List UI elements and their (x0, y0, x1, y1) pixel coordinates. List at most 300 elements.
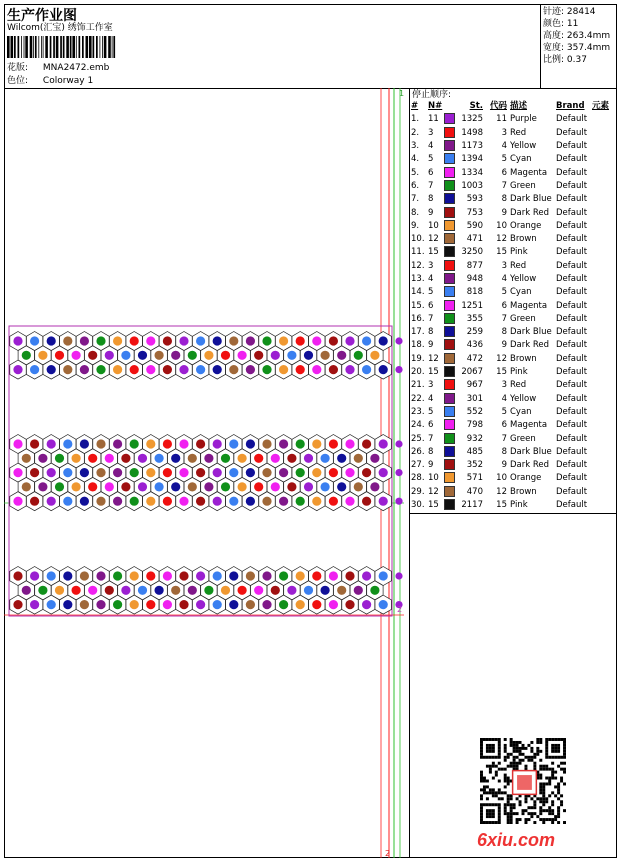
sequin-dot (379, 468, 388, 477)
qr-module (563, 741, 566, 744)
row-code: 3 (501, 260, 507, 271)
row-code: 15 (496, 367, 507, 378)
sequin-dot (179, 468, 188, 477)
barcode-bar (24, 36, 25, 58)
sequin-dot (213, 439, 222, 448)
row-needle: 12 (428, 234, 439, 245)
sequin-dot (72, 586, 81, 595)
sequin-dot (13, 497, 22, 506)
qr-module (533, 762, 536, 765)
sequin-dot (113, 468, 122, 477)
qr-module (498, 747, 501, 750)
row-swatch (444, 459, 455, 472)
sequin-dot (304, 351, 313, 360)
sequin-dot (345, 468, 354, 477)
row-swatch (444, 246, 455, 259)
barcode-bar (30, 36, 33, 58)
sequin-dot (155, 351, 164, 360)
qr-module (539, 818, 542, 821)
sequin-dot (13, 571, 22, 580)
sequin-dot (179, 571, 188, 580)
qr-module (495, 771, 498, 774)
barcode-bar (41, 36, 42, 58)
qr-module (492, 821, 495, 824)
row-stitches: 948 (466, 274, 483, 284)
barcode-bar (100, 36, 101, 58)
qr-module (504, 803, 507, 806)
row-swatch (444, 486, 455, 499)
sequence-row (411, 313, 614, 326)
qr-module (480, 744, 483, 747)
qr-module (483, 791, 486, 794)
qr-module (563, 756, 566, 759)
row-brand: Default (556, 367, 588, 378)
qr-module (563, 753, 566, 756)
sequin-dot (63, 600, 72, 609)
barcode-bar (33, 36, 34, 58)
qr-module (486, 809, 489, 812)
qr-module (527, 818, 530, 821)
sequin-dot (30, 365, 39, 374)
sequin-dot (204, 586, 213, 595)
qr-module (557, 788, 560, 791)
row-stitches: 1251 (461, 300, 483, 311)
qr-module (545, 768, 548, 771)
qr-module (557, 750, 560, 753)
qr-module (480, 794, 483, 797)
sequin-dot (63, 439, 72, 448)
row-index: 26. (411, 446, 425, 457)
qr-module (554, 750, 557, 753)
row-stitches: 1173 (461, 141, 483, 152)
row-code: 9 (501, 207, 507, 218)
row-element (592, 166, 614, 179)
sequin-dot (238, 482, 247, 491)
qr-module (542, 791, 545, 794)
row-code: 8 (501, 446, 507, 457)
sequin-dot (55, 586, 64, 595)
sequin-dot (179, 365, 188, 374)
qr-module (557, 791, 560, 794)
sequin-dot (354, 586, 363, 595)
qr-module (507, 821, 510, 824)
sequence-row (411, 206, 614, 219)
qr-module (533, 753, 536, 756)
qr-module (551, 821, 554, 824)
sequin-dot (196, 571, 205, 580)
qr-module (551, 744, 554, 747)
row-brand: Default (556, 300, 588, 311)
row-element (592, 206, 614, 219)
qr-module (516, 812, 519, 815)
sequin-dot (163, 365, 172, 374)
row-swatch (444, 233, 455, 246)
qr-module (498, 744, 501, 747)
sequin-dot (155, 454, 164, 463)
sequin-dot (171, 482, 180, 491)
qr-module (551, 818, 554, 821)
barcode-bar (43, 36, 44, 58)
sequin-dot (229, 468, 238, 477)
qr-module (539, 806, 542, 809)
qr-module (507, 815, 510, 818)
row-index: 27. (411, 460, 425, 471)
sequence-row (411, 459, 614, 472)
qr-module (524, 800, 527, 803)
sequin-dot (213, 571, 222, 580)
sequence-row (411, 353, 614, 366)
row-description: Purple (510, 114, 537, 125)
row-stitches: 967 (466, 380, 483, 391)
sequin-dot (287, 586, 296, 595)
row-element (592, 393, 614, 406)
row-brand: Default (556, 114, 588, 125)
barcode-bar (86, 36, 89, 58)
qr-module (489, 747, 492, 750)
row-element (592, 353, 614, 366)
row-description: Magenta (510, 420, 548, 431)
sequin-dot (238, 586, 247, 595)
qr-module (530, 750, 533, 753)
sequin-dot (379, 336, 388, 345)
qr-module (530, 806, 533, 809)
color-swatch (444, 286, 455, 297)
row-code: 6 (501, 167, 507, 178)
qr-module (480, 812, 483, 815)
row-element (592, 419, 614, 432)
row-needle: 8 (428, 194, 434, 205)
color-swatch (444, 446, 455, 457)
qr-module (536, 797, 539, 800)
qr-module (533, 806, 536, 809)
sequin-dot (130, 497, 139, 506)
qr-module (551, 756, 554, 759)
sequin-dot (13, 600, 22, 609)
sequin-dot (63, 571, 72, 580)
qr-module (483, 788, 486, 791)
qr-module (519, 818, 522, 821)
qr-module (495, 803, 498, 806)
qr-module (539, 738, 542, 741)
qr-module (524, 809, 527, 812)
row-index: 20. (411, 367, 425, 378)
sequin-dot (55, 351, 64, 360)
sequin-dot (246, 571, 255, 580)
row-brand: Default (556, 207, 588, 218)
sequin-dot (229, 571, 238, 580)
sequin-dot (163, 468, 172, 477)
qr-module (545, 818, 548, 821)
row-swatch (444, 140, 455, 153)
row-description: Dark Blue (510, 194, 552, 205)
sequin-dot (171, 454, 180, 463)
row-brand: Default (556, 380, 588, 391)
sequin-dot (312, 336, 321, 345)
row-code: 6 (501, 420, 507, 431)
qr-module (504, 791, 507, 794)
row-stitches: 1003 (461, 180, 483, 191)
qr-module (551, 791, 554, 794)
barcode-bar (66, 36, 69, 58)
qr-module (542, 782, 545, 785)
qr-module (504, 806, 507, 809)
qr-module (524, 818, 527, 821)
row-code: 9 (501, 460, 507, 471)
qr-module (542, 785, 545, 788)
row-needle: 3 (428, 260, 434, 271)
sequin-dot (279, 497, 288, 506)
qr-module (524, 821, 527, 824)
row-stitches: 552 (466, 406, 483, 417)
row-description: Dark Blue (510, 327, 552, 338)
sequin-dot (113, 439, 122, 448)
sequin-dot (47, 571, 56, 580)
color-swatch (444, 353, 455, 364)
sequin-dot (329, 571, 338, 580)
row-needle: 12 (428, 353, 439, 364)
row-needle: 5 (428, 406, 434, 417)
sequin-dot (163, 600, 172, 609)
row-description: Green (510, 180, 536, 191)
qr-module (498, 741, 501, 744)
sequin-dot (80, 336, 89, 345)
qr-module (504, 768, 507, 771)
sequin-dot (30, 468, 39, 477)
row-needle: 9 (428, 207, 434, 218)
sequence-row (411, 220, 614, 233)
qr-module (498, 803, 501, 806)
sequin-dot (345, 365, 354, 374)
row-index: 24. (411, 420, 425, 431)
qr-module (533, 800, 536, 803)
qr-module (548, 782, 551, 785)
qr-module (519, 753, 522, 756)
colorway-label: 色位: (7, 76, 29, 86)
row-swatch (444, 499, 455, 512)
col-hash: # (411, 101, 419, 112)
row-element (592, 127, 614, 140)
qr-module (492, 744, 495, 747)
qr-module (551, 777, 554, 780)
sequin-dot (345, 571, 354, 580)
row-element (592, 233, 614, 246)
barcode-bar (50, 36, 52, 58)
qr-module (483, 738, 486, 741)
qr-module (510, 803, 513, 806)
row-swatch (444, 393, 455, 406)
sequin-dot (138, 586, 147, 595)
sequin-dot (55, 482, 64, 491)
qr-module (498, 780, 501, 783)
qr-module (480, 777, 483, 780)
sequin-dot (130, 336, 139, 345)
sequin-dot (345, 336, 354, 345)
qr-module (498, 806, 501, 809)
sequin-dot (262, 571, 271, 580)
qr-module (495, 765, 498, 768)
sequin-dot (121, 586, 130, 595)
row-element (592, 273, 614, 286)
sequence-row (411, 113, 614, 126)
color-swatch (444, 153, 455, 164)
qr-module (536, 741, 539, 744)
row-description: Brown (510, 353, 537, 364)
qr-module (539, 812, 542, 815)
row-index: 22. (411, 393, 425, 404)
sequin-dot (196, 600, 205, 609)
sequin-dot (254, 351, 263, 360)
row-brand: Default (556, 194, 588, 205)
row-stitches: 1498 (461, 127, 483, 138)
qr-module (548, 806, 551, 809)
row-needle: 6 (428, 167, 434, 178)
barcode-bar (45, 36, 48, 58)
sequin-dot (312, 497, 321, 506)
sequin-dot (271, 482, 280, 491)
row-index: 29. (411, 486, 425, 497)
sequin-dot (171, 351, 180, 360)
qr-module (504, 750, 507, 753)
qr-module (533, 756, 536, 759)
sequin-dot (312, 468, 321, 477)
sequence-row (411, 286, 614, 299)
row-needle: 6 (428, 420, 434, 431)
row-needle: 7 (428, 313, 434, 324)
sequin-dot (138, 454, 147, 463)
row-stitches: 436 (466, 340, 483, 351)
qr-module (519, 747, 522, 750)
qr-module (510, 738, 513, 741)
qr-module (507, 818, 510, 821)
qr-module (524, 747, 527, 750)
qr-module (495, 791, 498, 794)
row-swatch (444, 273, 455, 286)
row-description: Green (510, 433, 536, 444)
sequin-dot (379, 439, 388, 448)
qr-module (507, 777, 510, 780)
qr-module (513, 744, 516, 747)
qr-module (510, 765, 513, 768)
sequin-dot (13, 468, 22, 477)
barcode-bar (93, 36, 95, 58)
qr-module (516, 797, 519, 800)
sequin-dot (204, 351, 213, 360)
qr-module (510, 797, 513, 800)
qr-module (539, 788, 542, 791)
row-stitches: 352 (466, 460, 483, 471)
row-description: Red (510, 260, 527, 271)
sequin-dot (362, 571, 371, 580)
colorway-row (7, 75, 93, 87)
sequin-dot (105, 482, 114, 491)
sequin-dot (204, 454, 213, 463)
sequin-dot (155, 482, 164, 491)
qr-module (486, 803, 489, 806)
qr-module (548, 756, 551, 759)
qr-module (480, 788, 483, 791)
qr-module (554, 771, 557, 774)
qr-module (504, 759, 507, 762)
row-brand: Default (556, 220, 588, 231)
qr-module (513, 756, 516, 759)
qr-module (557, 744, 560, 747)
sequin-dot (96, 600, 105, 609)
sequence-row (411, 233, 614, 246)
sequin-dot (246, 439, 255, 448)
qr-module (548, 780, 551, 783)
sequin-dot (113, 365, 122, 374)
qr-module (533, 812, 536, 815)
sequin-dot (146, 497, 155, 506)
row-needle: 11 (428, 114, 439, 125)
qr-module (527, 806, 530, 809)
sequin-dot (329, 336, 338, 345)
sequin-dot (204, 482, 213, 491)
row-element (592, 153, 614, 166)
qr-module (489, 744, 492, 747)
qr-module (513, 750, 516, 753)
qr-module (480, 780, 483, 783)
qr-module (542, 797, 545, 800)
qr-module (542, 794, 545, 797)
row-needle: 3 (428, 127, 434, 138)
sequin-dot (22, 586, 31, 595)
row-brand: Default (556, 260, 588, 271)
barcode-bar (104, 36, 107, 58)
qr-module (507, 812, 510, 815)
qr-module (480, 803, 483, 806)
sequin-dot (345, 439, 354, 448)
sequin-dot (345, 497, 354, 506)
qr-module (560, 803, 563, 806)
qr-module (498, 768, 501, 771)
red-guide-label: 2 (385, 849, 391, 858)
sequin-dot (113, 600, 122, 609)
sequin-dot (321, 586, 330, 595)
qr-module (489, 765, 492, 768)
qr-module (554, 794, 557, 797)
qr-module (513, 762, 516, 765)
barcode (7, 36, 117, 58)
qr-module (498, 815, 501, 818)
barcode-bar (72, 36, 75, 58)
qr-module (486, 750, 489, 753)
qr-module (527, 759, 530, 762)
qr-module (504, 780, 507, 783)
qr-module (489, 815, 492, 818)
barcode-bar (56, 36, 59, 58)
qr-module (551, 747, 554, 750)
qr-module (554, 777, 557, 780)
qr-module (516, 747, 519, 750)
row-stitches: 259 (466, 327, 483, 338)
qr-module (480, 738, 483, 741)
qr-module (504, 774, 507, 777)
row-needle: 15 (428, 367, 439, 378)
sequin-dot (55, 454, 64, 463)
qr-module (548, 794, 551, 797)
row-description: Magenta (510, 167, 548, 178)
sequin-dot (329, 497, 338, 506)
sequin-dot (304, 482, 313, 491)
sequence-heading: 停止顺序: (412, 90, 452, 100)
qr-module (510, 818, 513, 821)
col-brand: Brand (556, 101, 585, 112)
sequin-dot (262, 497, 271, 506)
row-brand: Default (556, 340, 588, 351)
qr-module (480, 771, 483, 774)
sequin-dot (262, 600, 271, 609)
